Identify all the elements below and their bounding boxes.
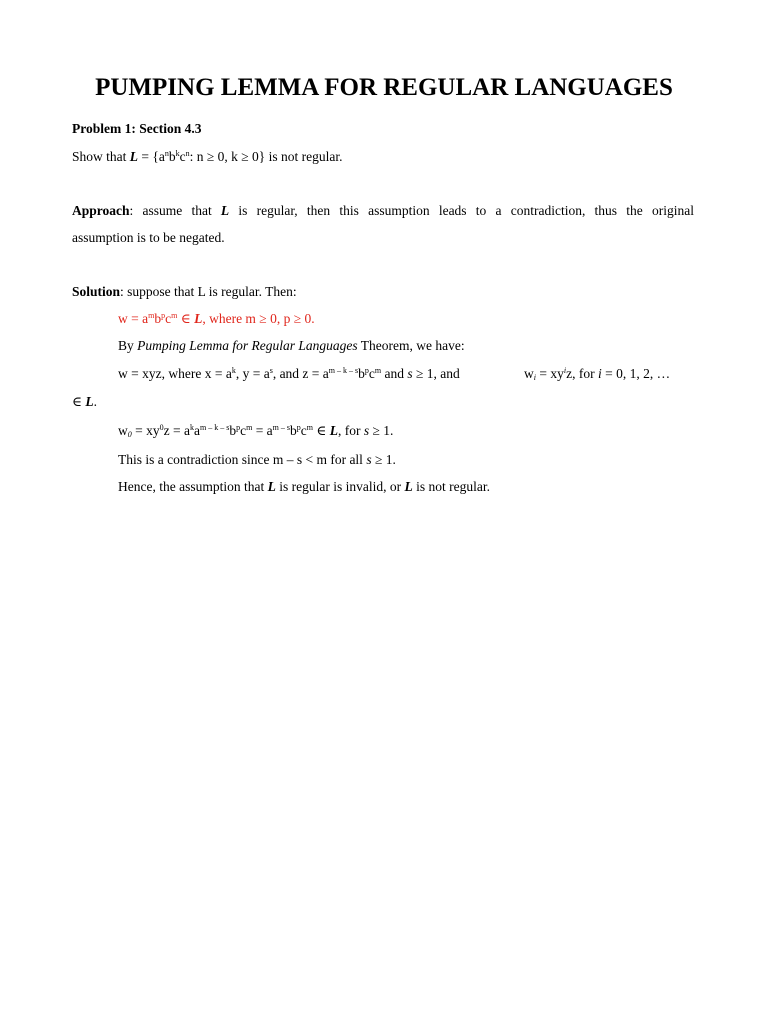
contradiction-b: ≥ 1. (371, 452, 396, 467)
in-L-symbol: ∈ (72, 394, 86, 409)
conclusion-line (118, 479, 490, 495)
xyz-exp-p: p (364, 366, 369, 375)
wi-i-var: i (597, 366, 602, 381)
w-def-a: w = a (118, 311, 149, 326)
xyz-g: ≥ 1, and (412, 366, 460, 381)
xyz-exp-k: k (231, 366, 236, 375)
w0-for: , for (338, 423, 364, 438)
w0-end: ≥ 1. (369, 423, 394, 438)
w0-L: L (329, 423, 338, 438)
wi-h: = xy (535, 366, 564, 381)
w0-h: c (300, 423, 307, 438)
w0-g: b (290, 423, 297, 438)
exp-n1: n (164, 149, 169, 158)
language-symbol: L (129, 149, 139, 164)
wi-sup-i: i (563, 366, 567, 375)
w-def-cond: , where m ≥ 0, p ≥ 0. (202, 311, 315, 326)
contradiction-s: s (366, 452, 372, 467)
w0-sup: 0 (159, 423, 164, 432)
conclusion-b: is regular is invalid, or (275, 479, 405, 494)
w0-exp-m2: m (306, 423, 313, 432)
w-def-in: ∈ (177, 311, 195, 326)
w-def-L: L (194, 311, 203, 326)
in-L-dot: . (93, 394, 97, 409)
w0-sub: 0 (127, 430, 132, 439)
w0-c: a (193, 423, 200, 438)
w0-f: = a (252, 423, 273, 438)
statement-b: b (168, 149, 176, 164)
w0-a: = xy (131, 423, 160, 438)
xyz-exp-s: s (269, 366, 273, 375)
w0-exp-p2: p (296, 423, 301, 432)
w0-d: b (229, 423, 237, 438)
statement-show: Show that (72, 149, 130, 164)
in-L-L: L (85, 394, 94, 409)
w0-exp-p: p (236, 423, 241, 432)
w0-e: c (240, 423, 247, 438)
statement-cond: : n ≥ 0, k ≥ 0} is not regular. (189, 149, 343, 164)
w-definition (118, 311, 315, 327)
w-def-exp-m1: m (148, 311, 155, 320)
by-rest: Theorem, we have: (357, 338, 465, 353)
conclusion-a: Hence, the assumption that (118, 479, 268, 494)
approach-label: Approach (72, 203, 130, 218)
w0-exp-k: k (189, 423, 194, 432)
wi-j: z, for (566, 366, 598, 381)
w0-exp-mks: m – k – s (199, 423, 230, 432)
solution-line (72, 284, 297, 300)
conclusion-L2: L (404, 479, 413, 494)
w0-exp-m: m (246, 423, 253, 432)
theorem-name: Pumping Lemma for Regular Languages (137, 338, 358, 353)
wi-expression (524, 366, 670, 382)
by-text: By (118, 338, 138, 353)
xyz-e: c (368, 366, 375, 381)
in-L-line (72, 394, 97, 410)
solution-text: : suppose that L is regular. Then: (120, 284, 297, 299)
problem-heading (72, 121, 201, 137)
approach-text-a: : assume that (129, 203, 221, 218)
statement-eq: = {a (138, 149, 165, 164)
approach-text-b: is regular, then this assumption leads to a contradiction, thus the original (229, 203, 694, 218)
xyz-line (118, 366, 694, 382)
approach-line-1 (72, 203, 694, 219)
xyz-a: w = xyz, where x = a (118, 366, 232, 381)
problem-heading-text: Problem 1: Section 4.3 (72, 121, 202, 136)
xyz-exp-mks: m – k – s (328, 366, 359, 375)
w-def-exp-p: p (161, 311, 166, 320)
wi-k: = 0, 1, 2, … (601, 366, 671, 381)
page-title: PUMPING LEMMA FOR REGULAR LANGUAGES (95, 74, 673, 101)
w0-s-var: s (363, 423, 370, 438)
xyz-d: b (358, 366, 365, 381)
xyz-c: , and z = a (272, 366, 329, 381)
w-def-b: b (154, 311, 162, 326)
exp-n2: n (185, 149, 190, 158)
exp-k: k (175, 149, 180, 158)
w-def-c: c (165, 311, 172, 326)
xyz-s-var: s (407, 366, 413, 381)
wi-w: w (524, 366, 534, 381)
w0-line (118, 423, 393, 439)
by-theorem-line (118, 338, 465, 354)
xyz-f: and (381, 366, 408, 381)
w0-w: w (118, 423, 128, 438)
conclusion-L1: L (267, 479, 276, 494)
wi-sub-i: i (533, 373, 536, 382)
w0-b: z = a (163, 423, 190, 438)
contradiction-a: This is a contradiction since m – s < m for all (118, 452, 367, 467)
approach-line-2: assumption is to be negated. (72, 230, 225, 245)
w-def-exp-m2: m (171, 311, 178, 320)
statement-c: c (179, 149, 186, 164)
xyz-exp-m: m (374, 366, 382, 375)
conclusion-c: is not regular. (412, 479, 490, 494)
solution-label: Solution (72, 284, 121, 299)
approach-L: L (220, 203, 230, 218)
xyz-b: , y = a (235, 366, 270, 381)
contradiction-line (118, 452, 396, 468)
w0-in: ∈ (313, 423, 330, 438)
w0-exp-ms: m – s (272, 423, 291, 432)
problem-statement (72, 149, 343, 165)
